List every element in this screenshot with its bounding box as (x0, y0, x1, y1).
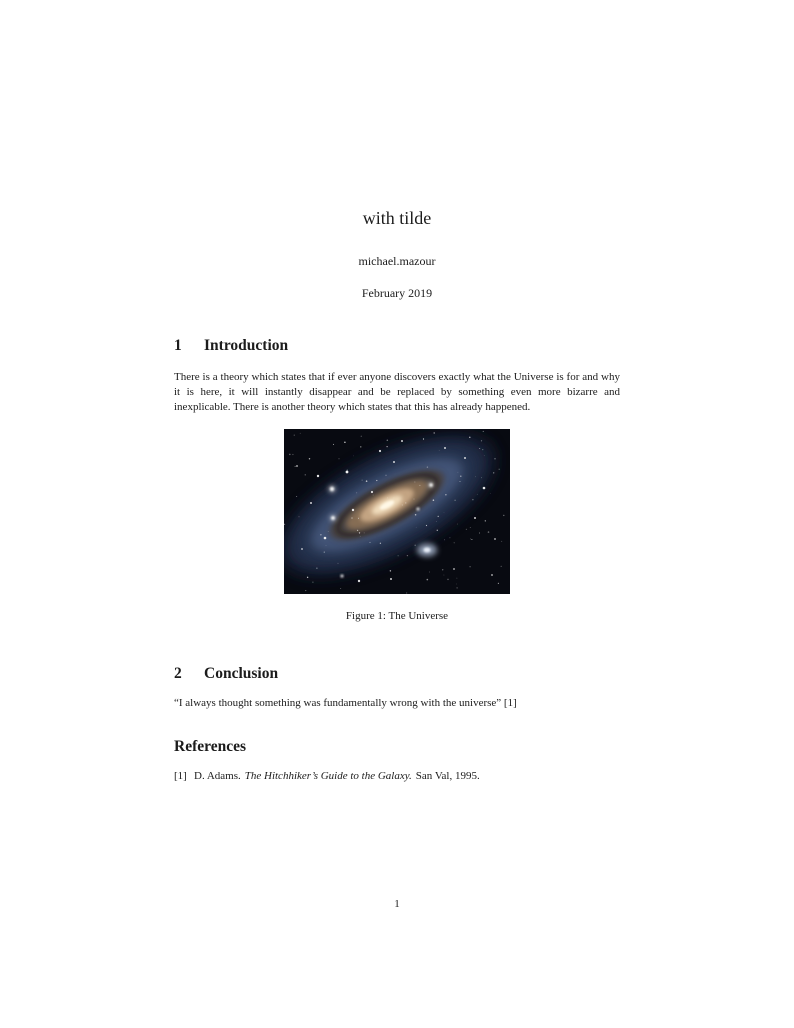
section-heading-conclusion (174, 663, 620, 685)
universe-galaxy-image (284, 429, 510, 594)
section-number: 1 (174, 337, 182, 354)
references-heading: References (174, 738, 247, 755)
introduction-paragraph: There is a theory which states that if ever anyone discovers exactly what the Universe is for and why it is here, it will instantly disappear and be replaced by something even more bizarre and inexplicable. There is another theory which states that this has already happened. (174, 371, 620, 413)
document-date: February 2019 (361, 286, 433, 300)
reference-entry (174, 769, 620, 784)
section-heading-introduction (174, 335, 620, 357)
section-title: Introduction (204, 337, 289, 354)
reference-authors: D. Adams. (194, 770, 241, 782)
reference-title: The Hitchhiker’s Guide to the Galaxy. (244, 770, 412, 782)
section-number: 2 (174, 665, 182, 682)
figure-caption: Figure 1: The Universe (345, 610, 449, 622)
document-content (174, 0, 620, 784)
section-title: Conclusion (204, 665, 279, 682)
conclusion-paragraph: “I always thought something was fundamentally wrong with the universe” [1] (174, 697, 517, 709)
page-number: 1 (394, 898, 400, 910)
document-title: with tilde (362, 208, 432, 228)
reference-label: [1] (174, 770, 187, 782)
reference-text (194, 769, 620, 784)
reference-publisher: San Val, 1995. (415, 770, 480, 782)
document-author: michael.mazour (358, 254, 436, 268)
companion-galaxy (417, 544, 437, 557)
figure-block (174, 429, 620, 624)
